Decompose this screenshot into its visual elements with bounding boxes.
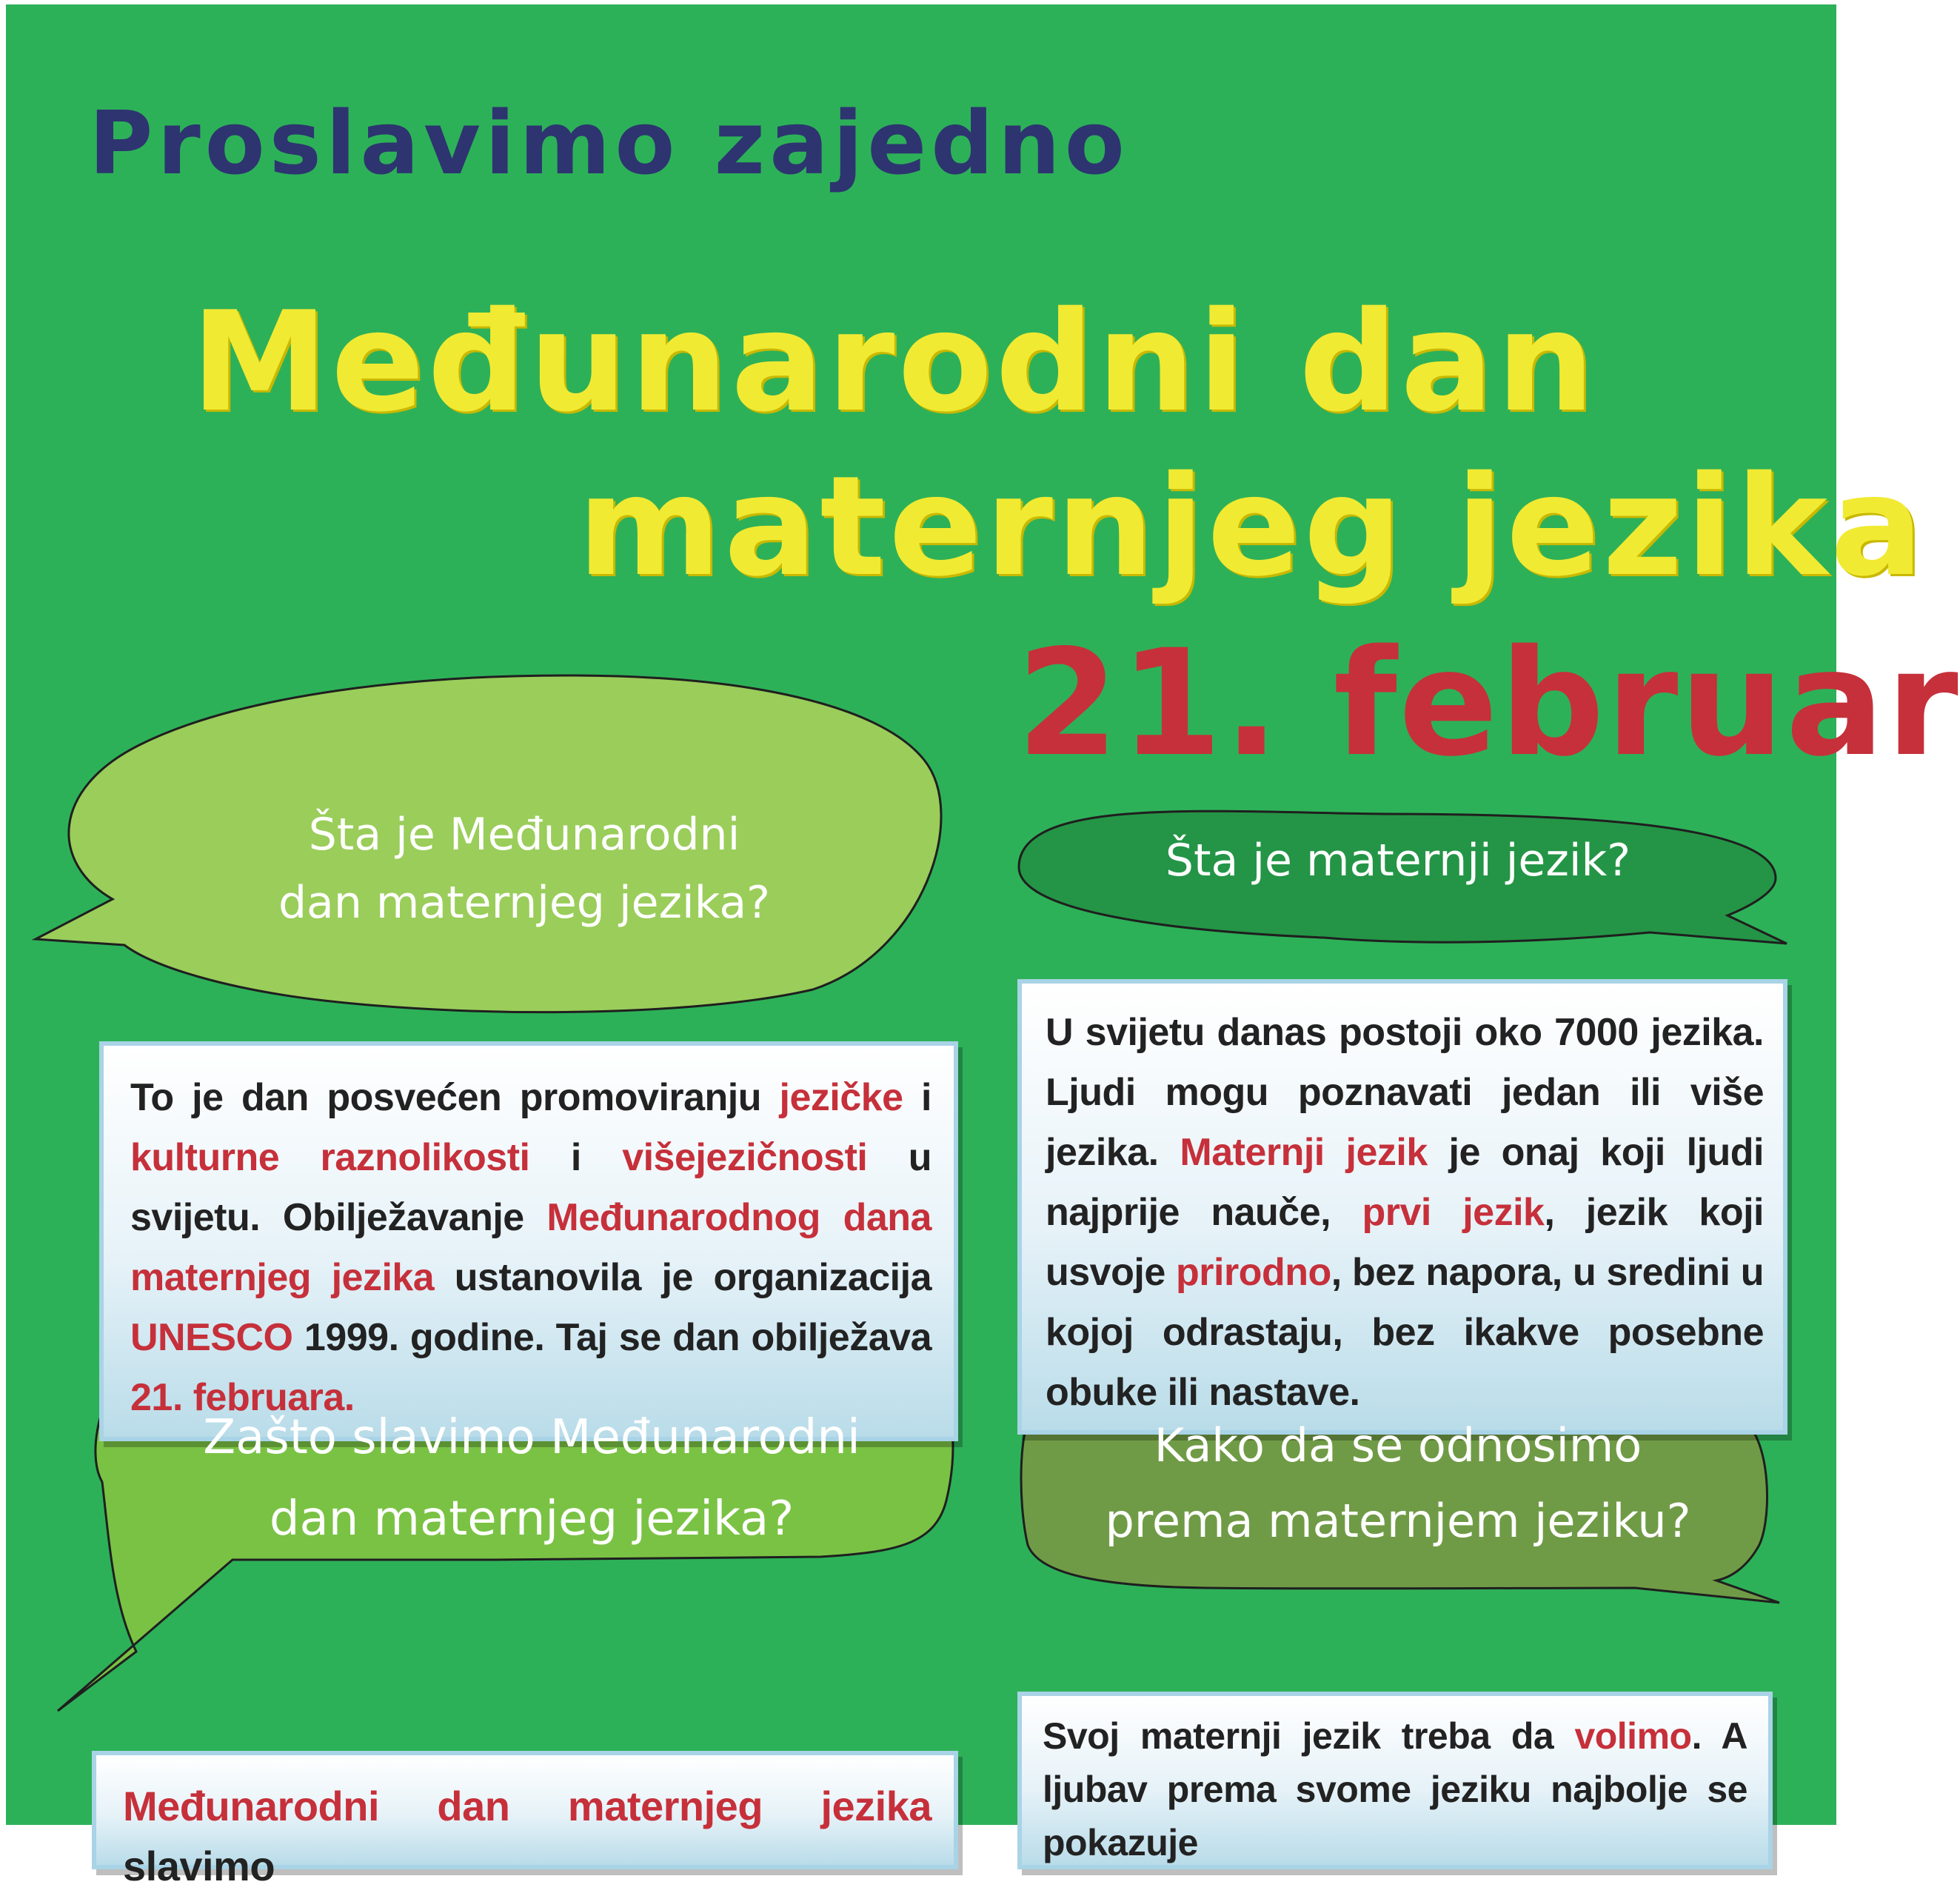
question-q2-line1: Šta je maternji jezik? [1165,835,1631,887]
answer-q1-text [130,1068,931,1428]
body-text: . A ljubav prema svome jeziku najbolje se pokazuje [1043,1715,1747,1863]
subtitle: Proslavimo zajedno [89,92,1129,194]
highlighted-text: prirodno [1176,1251,1331,1294]
body-text: i [529,1136,623,1179]
highlighted-text: UNESCO [130,1316,293,1359]
body-text: je onaj koji ljudi najprije nauče, [1046,1131,1764,1234]
question-q1-line2: dan maternjeg jezika? [278,877,771,929]
question-q3-line1: Zašto slavimo Međunarodni [203,1410,860,1465]
answer-q4-text [1043,1709,1747,1869]
body-text: ustanovila je organizacija [434,1256,931,1299]
highlighted-text: prvi jezik [1362,1191,1545,1234]
answer-box-q3 [92,1751,958,1889]
highlighted-text: kulturne raznolikosti [130,1136,530,1179]
question-q2 [1020,827,1776,895]
question-q1 [139,801,909,937]
question-q1-line1: Šta je Međunarodni [308,809,740,861]
highlighted-text: volimo [1574,1715,1692,1757]
body-text: , jezik koji usvoje [1046,1191,1765,1294]
question-q3 [124,1397,939,1560]
main-title-line2: maternjeg jezika [578,446,1927,607]
body-text: i [903,1076,931,1119]
answer-box-q2 [1017,979,1787,1435]
highlighted-text: višejezičnosti [622,1136,868,1179]
answer-box-q4 [1017,1692,1773,1869]
question-q3-line2: dan maternjeg jezika? [269,1492,795,1546]
highlighted-text: Maternji jezik [1180,1131,1428,1174]
body-text: Svoj maternji jezik treba da [1043,1715,1575,1757]
question-q4-line1: Kako da se odnosimo [1154,1418,1642,1472]
answer-box-q1 [99,1041,958,1441]
highlighted-text: jezičke [779,1076,903,1119]
body-text: 1999. godine. Taj se dan obilježava [292,1316,931,1359]
date-title: 21. februar [1017,618,1960,789]
main-title-line1: Međunarodni dan [191,281,1598,442]
question-q4-line2: prema maternjem jeziku? [1105,1494,1691,1548]
answer-q3-text [123,1776,931,1896]
body-text: U svijetu danas postoji oko 7000 jezika. Ljudi mogu poznavati jedan ili više jezika. [1046,1011,1764,1174]
highlighted-text: Međunarodni dan maternjeg jezika [123,1783,931,1829]
answer-q2-text [1046,1003,1764,1423]
highlighted-text: Međunarodnog dana maternjeg jezika [130,1196,931,1299]
body-text: To je dan posvećen promoviranju [130,1076,780,1119]
body-text: , bez napora, u sredini u kojoj odrastaju, bez ikakve posebne obuke ili nastave. [1046,1251,1764,1414]
body-text: slavimo [123,1843,275,1889]
poster [6,4,1960,1889]
question-q4 [1028,1408,1768,1559]
highlighted-text: 21. februara. [130,1376,355,1419]
body-text: u svijetu. Obilježavanje [130,1136,931,1239]
